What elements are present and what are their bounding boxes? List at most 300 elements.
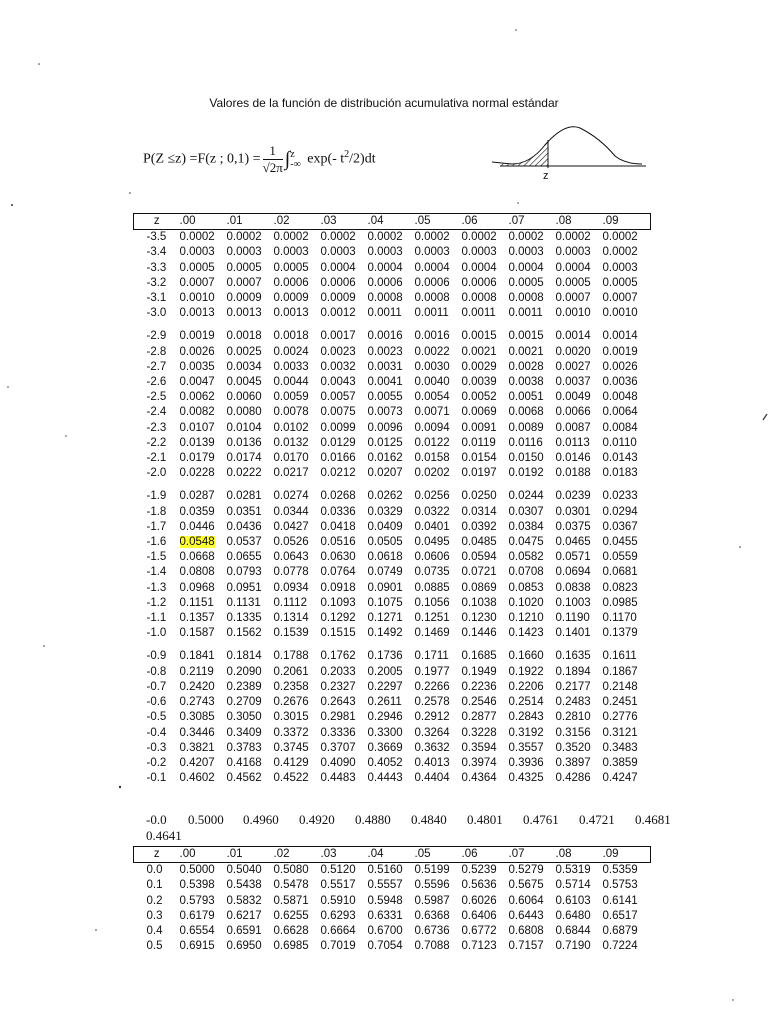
- cdf-value: 0.0078: [273, 406, 309, 419]
- page-title: Valores de la función de distribución acumulativa normal estándar: [209, 96, 559, 110]
- cdf-value: 0.0281: [226, 490, 262, 503]
- header-column: .03: [321, 847, 368, 863]
- cdf-value: 0.6179: [179, 909, 215, 922]
- cdf-value: 0.3121: [602, 726, 638, 739]
- cdf-value: 0.0021: [508, 345, 544, 358]
- cdf-value: 0.0011: [367, 307, 402, 320]
- cdf-value: 0.0668: [179, 551, 215, 564]
- integral-upper-limit: z: [290, 148, 295, 160]
- cdf-value: 0.2643: [320, 696, 356, 709]
- row-z-value: -0.3: [146, 741, 167, 754]
- cdf-value: 0.0122: [414, 436, 450, 449]
- cdf-value: 0.4602: [179, 772, 215, 785]
- cdf-value: 0.4129: [273, 756, 309, 769]
- cdf-value: 0.5080: [273, 864, 309, 877]
- cdf-value: 0.0089: [508, 421, 544, 434]
- cdf-value: 0.0005: [179, 261, 215, 274]
- cdf-value: 0.0005: [602, 276, 638, 289]
- cdf-value: 0.0029: [461, 360, 497, 373]
- cdf-value: 0.2877: [461, 711, 497, 724]
- cdf-value: 0.7054: [367, 940, 403, 953]
- cdf-value: 0.2177: [555, 680, 591, 693]
- cdf-value: 0.5793: [179, 894, 215, 907]
- cdf-value: 0.0013: [179, 307, 215, 320]
- cdf-value: 0.0643: [273, 551, 309, 564]
- cdf-value: 0.0465: [555, 536, 591, 549]
- cdf-value: 0.1020: [508, 596, 544, 609]
- cdf-value: 0.0019: [602, 345, 638, 358]
- cdf-value: 0.0035: [179, 360, 215, 373]
- cdf-value: 0.0047: [179, 376, 215, 389]
- cdf-value: 0.6736: [414, 925, 450, 938]
- cdf-value: 0.0901: [367, 581, 403, 594]
- header-column: .04: [368, 214, 415, 230]
- cdf-value: 0.6406: [461, 909, 497, 922]
- cdf-value: 0.0262: [367, 490, 403, 503]
- cdf-value: 0.6700: [367, 925, 403, 938]
- row-z-value: -3.4: [146, 246, 167, 259]
- cdf-value: 0.0287: [179, 490, 215, 503]
- cdf-value: 0.0853: [508, 581, 544, 594]
- cdf-value: 0.0192: [508, 467, 544, 480]
- cdf-value: 0.0002: [179, 231, 215, 244]
- row-z-value: -1.1: [146, 612, 167, 625]
- cdf-value: 0.1611: [602, 650, 637, 663]
- header-column: .01: [227, 214, 274, 230]
- row-z-value: -1.2: [146, 596, 167, 609]
- cdf-value: 0.6368: [414, 909, 450, 922]
- cdf-value: 0.1271: [367, 612, 403, 625]
- cdf-value: 0.0033: [273, 360, 309, 373]
- cdf-value: 0.0037: [555, 376, 591, 389]
- row-z-value: -1.4: [146, 566, 167, 579]
- cdf-value: 0.0351: [226, 505, 262, 518]
- cdf-value: 0.7157: [508, 940, 544, 953]
- cdf-value: 0.0455: [602, 536, 638, 549]
- cdf-value: 0.0418: [320, 520, 356, 533]
- cdf-value: 0.6915: [179, 940, 215, 953]
- cdf-value: 0.1423: [508, 627, 544, 640]
- cdf-value: 0.5675: [508, 879, 544, 892]
- row-z-value: 0.0: [146, 864, 163, 877]
- cdf-value: 0.0170: [273, 452, 309, 465]
- cdf-value: 0.0004: [320, 261, 356, 274]
- zero-row-value: 0.5000: [188, 812, 224, 827]
- cdf-value: 0.0004: [414, 261, 450, 274]
- cdf-value: 0.0024: [273, 345, 309, 358]
- cdf-value: 0.5753: [602, 879, 638, 892]
- cdf-value: 0.0202: [414, 467, 450, 480]
- cdf-value: 0.0110: [602, 436, 637, 449]
- cdf-value: 0.3228: [461, 726, 497, 739]
- zero-row-value: 0.4920: [299, 812, 335, 827]
- cdf-value: 0.0002: [461, 231, 497, 244]
- cdf-value: 0.1314: [273, 612, 309, 625]
- cdf-value: 0.0004: [508, 261, 544, 274]
- cdf-value: 0.0359: [179, 505, 215, 518]
- formula-numerator: 1: [263, 143, 283, 160]
- cdf-value: 0.1660: [508, 650, 544, 663]
- cdf-value: 0.1492: [367, 627, 403, 640]
- cdf-value: 0.0087: [555, 421, 591, 434]
- cdf-value: 0.3859: [602, 756, 638, 769]
- cdf-value: 0.5199: [414, 864, 450, 877]
- cdf-value: 0.0166: [320, 452, 356, 465]
- cdf-value: 0.0004: [461, 261, 497, 274]
- header-column: .09: [603, 847, 651, 863]
- cdf-value: 0.3520: [555, 741, 591, 754]
- cdf-value: 0.6217: [226, 909, 262, 922]
- cdf-value: 0.0026: [179, 345, 215, 358]
- row-z-value: -1.9: [146, 490, 167, 503]
- cdf-value: 0.0007: [226, 276, 262, 289]
- cdf-value: 0.3936: [508, 756, 544, 769]
- cdf-value: 0.0014: [555, 330, 591, 343]
- cdf-value: 0.1867: [602, 665, 638, 678]
- cdf-value: 0.3264: [414, 726, 450, 739]
- cdf-value: 0.0107: [179, 421, 215, 434]
- cdf-value: 0.0005: [273, 261, 309, 274]
- cdf-value: 0.2810: [555, 711, 591, 724]
- cdf-value: 0.0006: [367, 276, 403, 289]
- cdf-value: 0.5319: [555, 864, 591, 877]
- cdf-value: 0.0064: [602, 406, 638, 419]
- cdf-value: 0.1335: [226, 612, 262, 625]
- row-z-value: 0.4: [146, 925, 163, 938]
- cdf-value: 0.0475: [508, 536, 544, 549]
- cdf-value: 0.2743: [179, 696, 215, 709]
- cdf-value: 0.1635: [555, 650, 591, 663]
- cdf-value: 0.2266: [414, 680, 450, 693]
- cdf-value: 0.2451: [602, 696, 638, 709]
- row-z-value: -1.0: [146, 627, 167, 640]
- cdf-value: 0.0010: [179, 292, 215, 305]
- cdf-value: 0.0034: [226, 360, 262, 373]
- cdf-value: 0.0505: [367, 536, 403, 549]
- header-z: z: [134, 214, 180, 230]
- row-z-value: -1.3: [146, 581, 167, 594]
- cdf-value: 0.0006: [320, 276, 356, 289]
- cdf-value: 0.0808: [179, 566, 215, 579]
- cdf-value: 0.0485: [461, 536, 497, 549]
- cdf-value: 0.5398: [179, 879, 215, 892]
- cdf-value: 0.1151: [179, 596, 214, 609]
- cdf-value: 0.0228: [179, 467, 215, 480]
- cdf-value: 0.0018: [226, 330, 262, 343]
- cdf-value: 0.3192: [508, 726, 544, 739]
- cdf-value: 0.0006: [461, 276, 497, 289]
- cdf-value: 0.2005: [367, 665, 403, 678]
- row-z-value: 0.2: [146, 894, 163, 907]
- cdf-value: 0.4168: [226, 756, 262, 769]
- cdf-value: 0.0708: [508, 566, 544, 579]
- cdf-value: 0.0003: [273, 246, 309, 259]
- cdf-value: 0.0222: [226, 467, 262, 480]
- cdf-value: 0.0008: [508, 292, 544, 305]
- header-column: .00: [180, 214, 227, 230]
- cdf-value: 0.0154: [461, 452, 497, 465]
- cdf-value: 0.0080: [226, 406, 262, 419]
- cdf-value: 0.1894: [555, 665, 591, 678]
- cdf-value: 0.3483: [602, 741, 638, 754]
- cdf-value: 0.7123: [461, 940, 497, 953]
- cdf-value: 0.1210: [508, 612, 544, 625]
- header-column: .06: [462, 847, 509, 863]
- cdf-value: 0.4207: [179, 756, 215, 769]
- cdf-value: 0.5279: [508, 864, 544, 877]
- row-z-value: -3.2: [146, 276, 167, 289]
- cdf-value: 0.4286: [555, 772, 591, 785]
- row-z-value: -1.7: [146, 520, 167, 533]
- cdf-value: 0.2912: [414, 711, 450, 724]
- cdf-value: 0.0136: [226, 436, 262, 449]
- cdf-value: 0.1587: [179, 627, 215, 640]
- cdf-value: 0.2483: [555, 696, 591, 709]
- cdf-value: 0.3557: [508, 741, 544, 754]
- header-column: .07: [509, 847, 556, 863]
- cdf-value: 0.0003: [461, 246, 497, 259]
- cdf-value: 0.1922: [508, 665, 544, 678]
- cdf-value: 0.1469: [414, 627, 450, 640]
- speck-mark: [763, 414, 767, 420]
- cdf-value: 0.0054: [414, 391, 450, 404]
- cdf-value: 0.0197: [461, 467, 497, 480]
- cdf-value: 0.0174: [226, 452, 262, 465]
- row-z-value: -2.9: [146, 330, 167, 343]
- cdf-value: 0.0002: [602, 246, 638, 259]
- row-z-value: -3.5: [146, 231, 167, 244]
- cdf-value: 0.0040: [414, 376, 450, 389]
- cdf-value: 0.0003: [320, 246, 356, 259]
- header-column: .00: [180, 847, 227, 863]
- header-column: .07: [509, 214, 556, 230]
- cdf-value: 0.0233: [602, 490, 638, 503]
- cdf-value: 0.1562: [226, 627, 262, 640]
- cdf-value: 0.0055: [367, 391, 403, 404]
- cdf-value: 0.0045: [226, 376, 262, 389]
- cdf-value: 0.0239: [555, 490, 591, 503]
- cdf-value: 0.0002: [367, 231, 403, 244]
- cdf-value: 0.0143: [602, 452, 638, 465]
- row-z-value: -2.1: [146, 452, 167, 465]
- cdf-value: 0.0630: [320, 551, 356, 564]
- cdf-value: 0.0091: [461, 421, 497, 434]
- cdf-value: 0.2148: [602, 680, 638, 693]
- header-column: .04: [368, 847, 415, 863]
- formula-tail: /2)dt: [349, 151, 376, 167]
- row-z-value: -1.5: [146, 551, 167, 564]
- cdf-value: 0.1949: [461, 665, 497, 678]
- cdf-value: 0.0217: [273, 467, 309, 480]
- row-z-value: -2.7: [146, 360, 167, 373]
- cdf-value: 0.0606: [414, 551, 450, 564]
- row-z-value: -1.8: [146, 505, 167, 518]
- cdf-value: 0.0749: [367, 566, 403, 579]
- cdf-value: 0.0002: [226, 231, 262, 244]
- row-z-value: -2.2: [146, 436, 167, 449]
- cdf-value: 0.0384: [508, 520, 544, 533]
- cdf-value: 0.3783: [226, 741, 262, 754]
- cdf-value: 0.0005: [508, 276, 544, 289]
- cdf-value: 0.3632: [414, 741, 450, 754]
- row-z-value: -2.4: [146, 406, 167, 419]
- cdf-value: 0.5000: [179, 864, 215, 877]
- cdf-value: 0.5160: [367, 864, 403, 877]
- cdf-value: 0.3594: [461, 741, 497, 754]
- cdf-value: 0.0183: [602, 467, 638, 480]
- cdf-value: 0.0594: [461, 551, 497, 564]
- row-z-value: -1.6: [146, 536, 167, 549]
- cdf-value: 0.3336: [320, 726, 356, 739]
- row-z-value: -3.3: [146, 261, 167, 274]
- cdf-value: 0.0436: [226, 520, 262, 533]
- cdf-value: 0.0002: [508, 231, 544, 244]
- cdf-value: 0.5636: [461, 879, 497, 892]
- cdf-value: 0.0044: [273, 376, 309, 389]
- cdf-value: 0.0129: [320, 436, 356, 449]
- cdf-value: 0.0885: [414, 581, 450, 594]
- cdf-value: 0.0075: [320, 406, 356, 419]
- header-column: .09: [603, 214, 651, 230]
- cdf-value: 0.0048: [602, 391, 638, 404]
- cdf-value: 0.1056: [414, 596, 450, 609]
- cdf-value: 0.4247: [602, 772, 638, 785]
- cdf-value: 0.0094: [414, 421, 450, 434]
- cdf-value: 0.1736: [367, 650, 403, 663]
- cdf-value: 0.0526: [273, 536, 309, 549]
- cdf-value: 0.1230: [461, 612, 497, 625]
- cdf-value: 0.1292: [320, 612, 356, 625]
- cdf-value: 0.2297: [367, 680, 403, 693]
- cdf-value: 0.0096: [367, 421, 403, 434]
- cdf-value: 0.0314: [461, 505, 497, 518]
- cdf-value: 0.6141: [602, 894, 638, 907]
- header-column: .06: [462, 214, 509, 230]
- header-column: .08: [556, 847, 603, 863]
- cdf-value: 0.4483: [320, 772, 356, 785]
- cdf-value: 0.7019: [320, 940, 356, 953]
- cdf-value: 0.4325: [508, 772, 544, 785]
- cdf-value: 0.2676: [273, 696, 309, 709]
- formula-body: exp(- t: [303, 151, 345, 167]
- cdf-value: 0.0008: [414, 292, 450, 305]
- cdf-value: 0.0027: [555, 360, 591, 373]
- cdf-value: 0.0322: [414, 505, 450, 518]
- cdf-value: 0.0008: [461, 292, 497, 305]
- row-z-value: -3.0: [146, 307, 167, 320]
- cdf-value: 0.0016: [414, 330, 450, 343]
- cdf-value: 0.0002: [555, 231, 591, 244]
- cdf-value: 0.0294: [602, 505, 638, 518]
- cdf-value: 0.6443: [508, 909, 544, 922]
- cdf-value: 0.0655: [226, 551, 262, 564]
- row-z-value: -2.0: [146, 467, 167, 480]
- cdf-value: 0.1515: [320, 627, 356, 640]
- header-column: .05: [415, 214, 462, 230]
- cdf-value: 0.3300: [367, 726, 403, 739]
- cdf-value: 0.0023: [367, 345, 403, 358]
- cdf-value: 0.1357: [179, 612, 215, 625]
- cdf-value: 0.3050: [226, 711, 262, 724]
- cdf-value: 0.2420: [179, 680, 215, 693]
- cdf-value: 0.1539: [273, 627, 309, 640]
- cdf-value: 0.0003: [226, 246, 262, 259]
- cdf-value: 0.2119: [179, 665, 214, 678]
- cdf-value: 0.0010: [555, 307, 591, 320]
- highlighted-value: 0.0548: [179, 536, 215, 549]
- cdf-value: 0.1762: [320, 650, 356, 663]
- cdf-value: 0.0009: [273, 292, 309, 305]
- cdf-value: 0.5596: [414, 879, 450, 892]
- cdf-value: 0.0146: [555, 452, 591, 465]
- cdf-value: 0.0537: [226, 536, 262, 549]
- cdf-value: 0.3446: [179, 726, 215, 739]
- cdf-value: 0.0069: [461, 406, 497, 419]
- row-z-value: 0.5: [146, 940, 163, 953]
- cdf-value: 0.0934: [273, 581, 309, 594]
- cdf-value: 0.0003: [508, 246, 544, 259]
- cdf-value: 0.0104: [226, 421, 262, 434]
- cdf-value: 0.0008: [367, 292, 403, 305]
- cdf-value: 0.1190: [555, 612, 590, 625]
- row-z-value: -0.5: [146, 711, 167, 724]
- cdf-value: 0.4090: [320, 756, 356, 769]
- cdf-value: 0.0010: [602, 307, 638, 320]
- cdf-value: 0.0022: [414, 345, 450, 358]
- cdf-value: 0.5910: [320, 894, 356, 907]
- row-z-value: -2.6: [146, 376, 167, 389]
- cdf-value: 0.0778: [273, 566, 309, 579]
- cdf-value: 0.0207: [367, 467, 403, 480]
- cdf-value: 0.0968: [179, 581, 215, 594]
- cdf-value: 0.1788: [273, 650, 309, 663]
- cdf-value: 0.6064: [508, 894, 544, 907]
- cdf-value: 0.0003: [555, 246, 591, 259]
- cdf-value: 0.0336: [320, 505, 356, 518]
- cdf-value: 0.0084: [602, 421, 638, 434]
- cdf-value: 0.2843: [508, 711, 544, 724]
- cdf-value: 0.0401: [414, 520, 450, 533]
- cdf-value: 0.1685: [461, 650, 497, 663]
- cdf-value: 0.0179: [179, 452, 215, 465]
- cdf-value: 0.5871: [273, 894, 309, 907]
- cdf-value: 0.0694: [555, 566, 591, 579]
- cdf-value: 0.0003: [414, 246, 450, 259]
- cdf-value: 0.0059: [273, 391, 309, 404]
- curve-z-label: z: [543, 170, 549, 182]
- cdf-value: 0.0793: [226, 566, 262, 579]
- cdf-value: 0.2090: [226, 665, 262, 678]
- cdf-value: 0.4443: [367, 772, 403, 785]
- cdf-value: 0.1711: [414, 650, 449, 663]
- cdf-value: 0.0073: [367, 406, 403, 419]
- cdf-value: 0.0113: [555, 436, 590, 449]
- cdf-value: 0.3409: [226, 726, 262, 739]
- cdf-value: 0.2206: [508, 680, 544, 693]
- row-z-value: -2.3: [146, 421, 167, 434]
- cdf-value: 0.6026: [461, 894, 497, 907]
- cdf-value: 0.3821: [179, 741, 215, 754]
- cdf-value: 0.2611: [367, 696, 402, 709]
- cdf-value: 0.0571: [555, 551, 591, 564]
- zero-row-value: 0.4880: [355, 812, 391, 827]
- header-column: .05: [415, 847, 462, 863]
- cdf-value: 0.0158: [414, 452, 450, 465]
- zero-row-value: 0.4801: [467, 812, 503, 827]
- cdf-value: 0.2546: [461, 696, 497, 709]
- cdf-value: 0.2327: [320, 680, 356, 693]
- cdf-value: 0.6808: [508, 925, 544, 938]
